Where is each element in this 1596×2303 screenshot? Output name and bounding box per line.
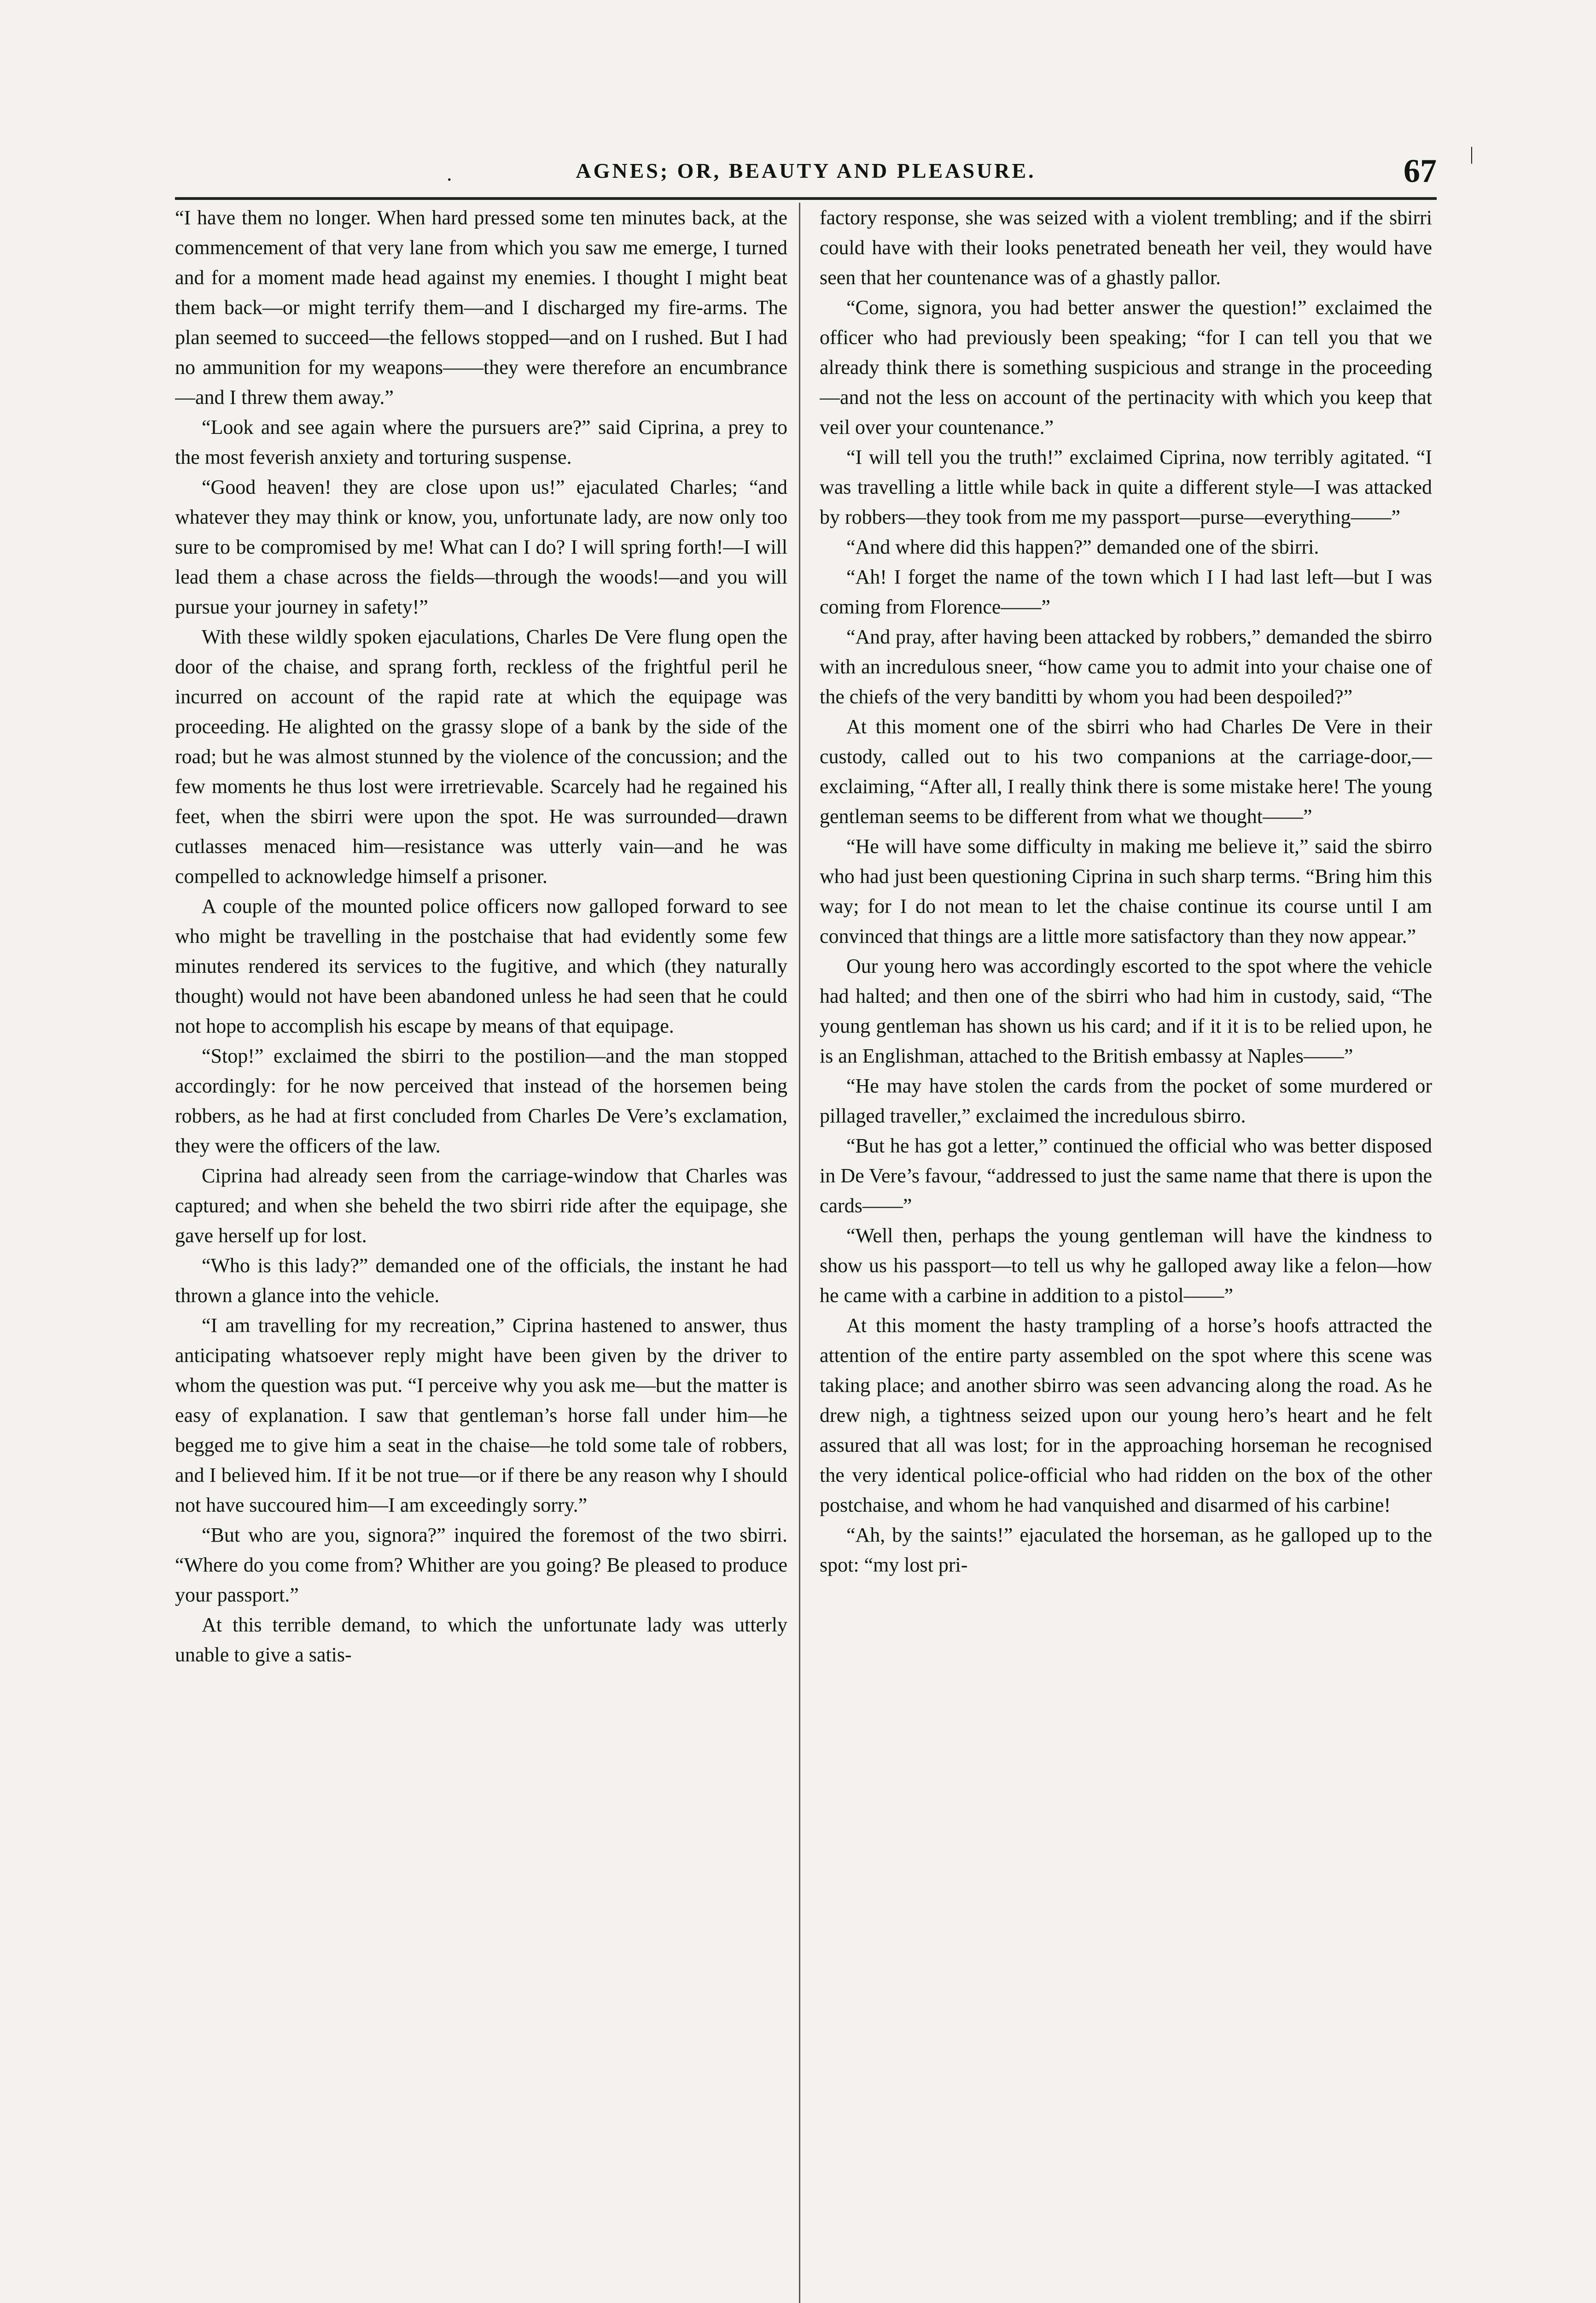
- left-paragraph: “I have them no longer. When hard pressed some ten minutes back, at the commencement of that very lane from which you saw me emerge, I turned and for a moment made head against my enemies. I thought I might beat them back—or might terrify them—and I discharged my fire-arms. The plan seemed to succeed—the fellows stopped—and on I rushed. But I had no ammunition for my weapons——they were therefore an encumbrance—and I threw them away.”: [175, 206, 787, 409]
- margin-mark: |: [1469, 143, 1474, 164]
- right-column: [820, 203, 1432, 2303]
- right-paragraph: “Ah, by the saints!” ejaculated the horseman, as he galloped up to the spot: “my lost pri-: [820, 1524, 1432, 1576]
- right-paragraph: “Ah! I forget the name of the town which I I had last left—but I was coming from Florence——”: [820, 566, 1432, 618]
- right-paragraph: “He may have stolen the cards from the pocket of some murdered or pillaged traveller,” exclaimed the incredulous sbirro.: [820, 1075, 1432, 1127]
- left-paragraph: Ciprina had already seen from the carriage-window that Charles was captured; and when she beheld the two sbirri ride after the equipage, she gave herself up for lost.: [175, 1164, 787, 1247]
- page-number: 67: [1404, 152, 1437, 189]
- right-paragraph: “Come, signora, you had better answer the question!” exclaimed the officer who had previously been speaking; “for I can tell you that we already think there is something suspicious and strange in the proceeding—and not the less on account of the pertinacity with which you keep that veil over your countenance.”: [820, 296, 1432, 438]
- left-paragraph: “Who is this lady?” demanded one of the officials, the instant he had thrown a glance into the vehicle.: [175, 1254, 787, 1307]
- right-paragraph: “But he has got a letter,” continued the official who was better disposed in De Vere’s favour, “addressed to just the same name that there is upon the cards——”: [820, 1134, 1432, 1217]
- left-paragraph: “Stop!” exclaimed the sbirri to the postilion—and the man stopped accordingly: for he now perceived that instead of the horsemen being robbers, as he had at first concluded from Charles De Vere’s exclamation, they were the officers of the law.: [175, 1045, 787, 1157]
- left-column: [175, 203, 787, 2303]
- left-paragraph: At this terrible demand, to which the unfortunate lady was utterly unable to give a satis-: [175, 1613, 787, 1666]
- header-dot: .: [447, 162, 452, 185]
- right-paragraph: “I will tell you the truth!” exclaimed Ciprina, now terribly agitated. “I was travelling a little while back in quite a different style—I was attacked by robbers—they took from me my passport—purse—everything——”: [820, 446, 1432, 528]
- left-paragraph: “Look and see again where the pursuers are?” said Ciprina, a prey to the most feverish anxiety and torturing suspense.: [175, 416, 787, 468]
- right-paragraph: At this moment one of the sbirri who had Charles De Vere in their custody, called out to his two companions at the carriage-door,—exclaiming, “After all, I really think there is some mistake here! The young gentleman seems to be different from what we thought——”: [820, 715, 1432, 828]
- right-paragraph: At this moment the hasty trampling of a horse’s hoofs attracted the attention of the entire party assembled on the spot where this scene was taking place; and another sbirro was seen advancing along the road. As he drew nigh, a tightness seized upon our young hero’s heart and he felt assured that all was lost; for in the approaching horseman he recognised the very identical police-official who had ridden on the box of the other postchaise, and whom he had vanquished and disarmed of his carbine!: [820, 1314, 1432, 1516]
- running-title: AGNES; OR, BEAUTY AND PLEASURE.: [576, 159, 1036, 182]
- left-paragraph: A couple of the mounted police officers now galloped forward to see who might be travelling in the postchaise that had evidently some few minutes rendered its services to the fugitive, and which (they naturally thought) would not have been abandoned unless he had seen that he could not hope to accomplish his escape by means of that equipage.: [175, 895, 787, 1037]
- left-paragraph: “Good heaven! they are close upon us!” ejaculated Charles; “and whatever they may think or know, you, unfortunate lady, are now only too sure to be compromised by me! What can I do? I will spring forth!—I will lead them a chase across the fields—through the woods!—and you will pursue your journey in safety!”: [175, 476, 787, 618]
- right-paragraph: “And pray, after having been attacked by robbers,” demanded the sbirro with an incredulous sneer, “how came you to admit into your chaise one of the chiefs of the very banditti by whom you had been despoiled?”: [820, 625, 1432, 708]
- right-paragraph: “And where did this happen?” demanded one of the sbirri.: [846, 536, 1319, 558]
- left-paragraph: “I am travelling for my recreation,” Ciprina hastened to answer, thus anticipating whatsoever reply might have been given by the driver to whom the question was put. “I perceive why you ask me—but the matter is easy of explanation. I saw that gentleman’s horse fall under him—he begged me to give him a seat in the chaise—he told some tale of robbers, and I believed him. If it be not true—or if there be any reason why I should not have succoured him—I am exceedingly sorry.”: [175, 1314, 787, 1516]
- left-paragraph: “But who are you, signora?” inquired the foremost of the two sbirri. “Where do you come from? Whither are you going? Be pleased to produce your passport.”: [175, 1524, 787, 1606]
- header-rule: [175, 197, 1437, 200]
- right-paragraph: factory response, she was seized with a violent trembling; and if the sbirri could have with their looks penetrated beneath her veil, they would have seen that her countenance was of a ghastly pallor.: [820, 206, 1432, 289]
- right-paragraph: “He will have some difficulty in making me believe it,” said the sbirro who had just been questioning Ciprina in such sharp terms. “Bring him this way; for I do not mean to let the chaise continue its course until I am convinced that things are a little more satisfactory than they now appear.”: [820, 835, 1432, 947]
- column-divider: [799, 203, 800, 2303]
- right-paragraph: “Well then, perhaps the young gentleman will have the kindness to show us his passport—to tell us why he galloped away like a felon—how he came with a carbine in addition to a pistol——”: [820, 1224, 1432, 1307]
- right-paragraph: Our young hero was accordingly escorted to the spot where the vehicle had halted; and then one of the sbirri who had him in custody, said, “The young gentleman has shown us his card; and if it it is to be relied upon, he is an Englishman, attached to the British embassy at Naples——”: [820, 955, 1432, 1067]
- running-header: [175, 143, 1474, 193]
- left-paragraph: With these wildly spoken ejaculations, Charles De Vere flung open the door of the chaise, and sprang forth, reckless of the frightful peril he incurred on account of the rapid rate at which the equipage was proceeding. He alighted on the grassy slope of a bank by the side of the road; but he was almost stunned by the violence of the concussion; and the few moments he thus lost were irretrievable. Scarcely had he regained his feet, when the sbirri were upon the spot. He was surrounded—drawn cutlasses menaced him—resistance was utterly vain—and he was compelled to acknowledge himself a prisoner.: [175, 625, 787, 888]
